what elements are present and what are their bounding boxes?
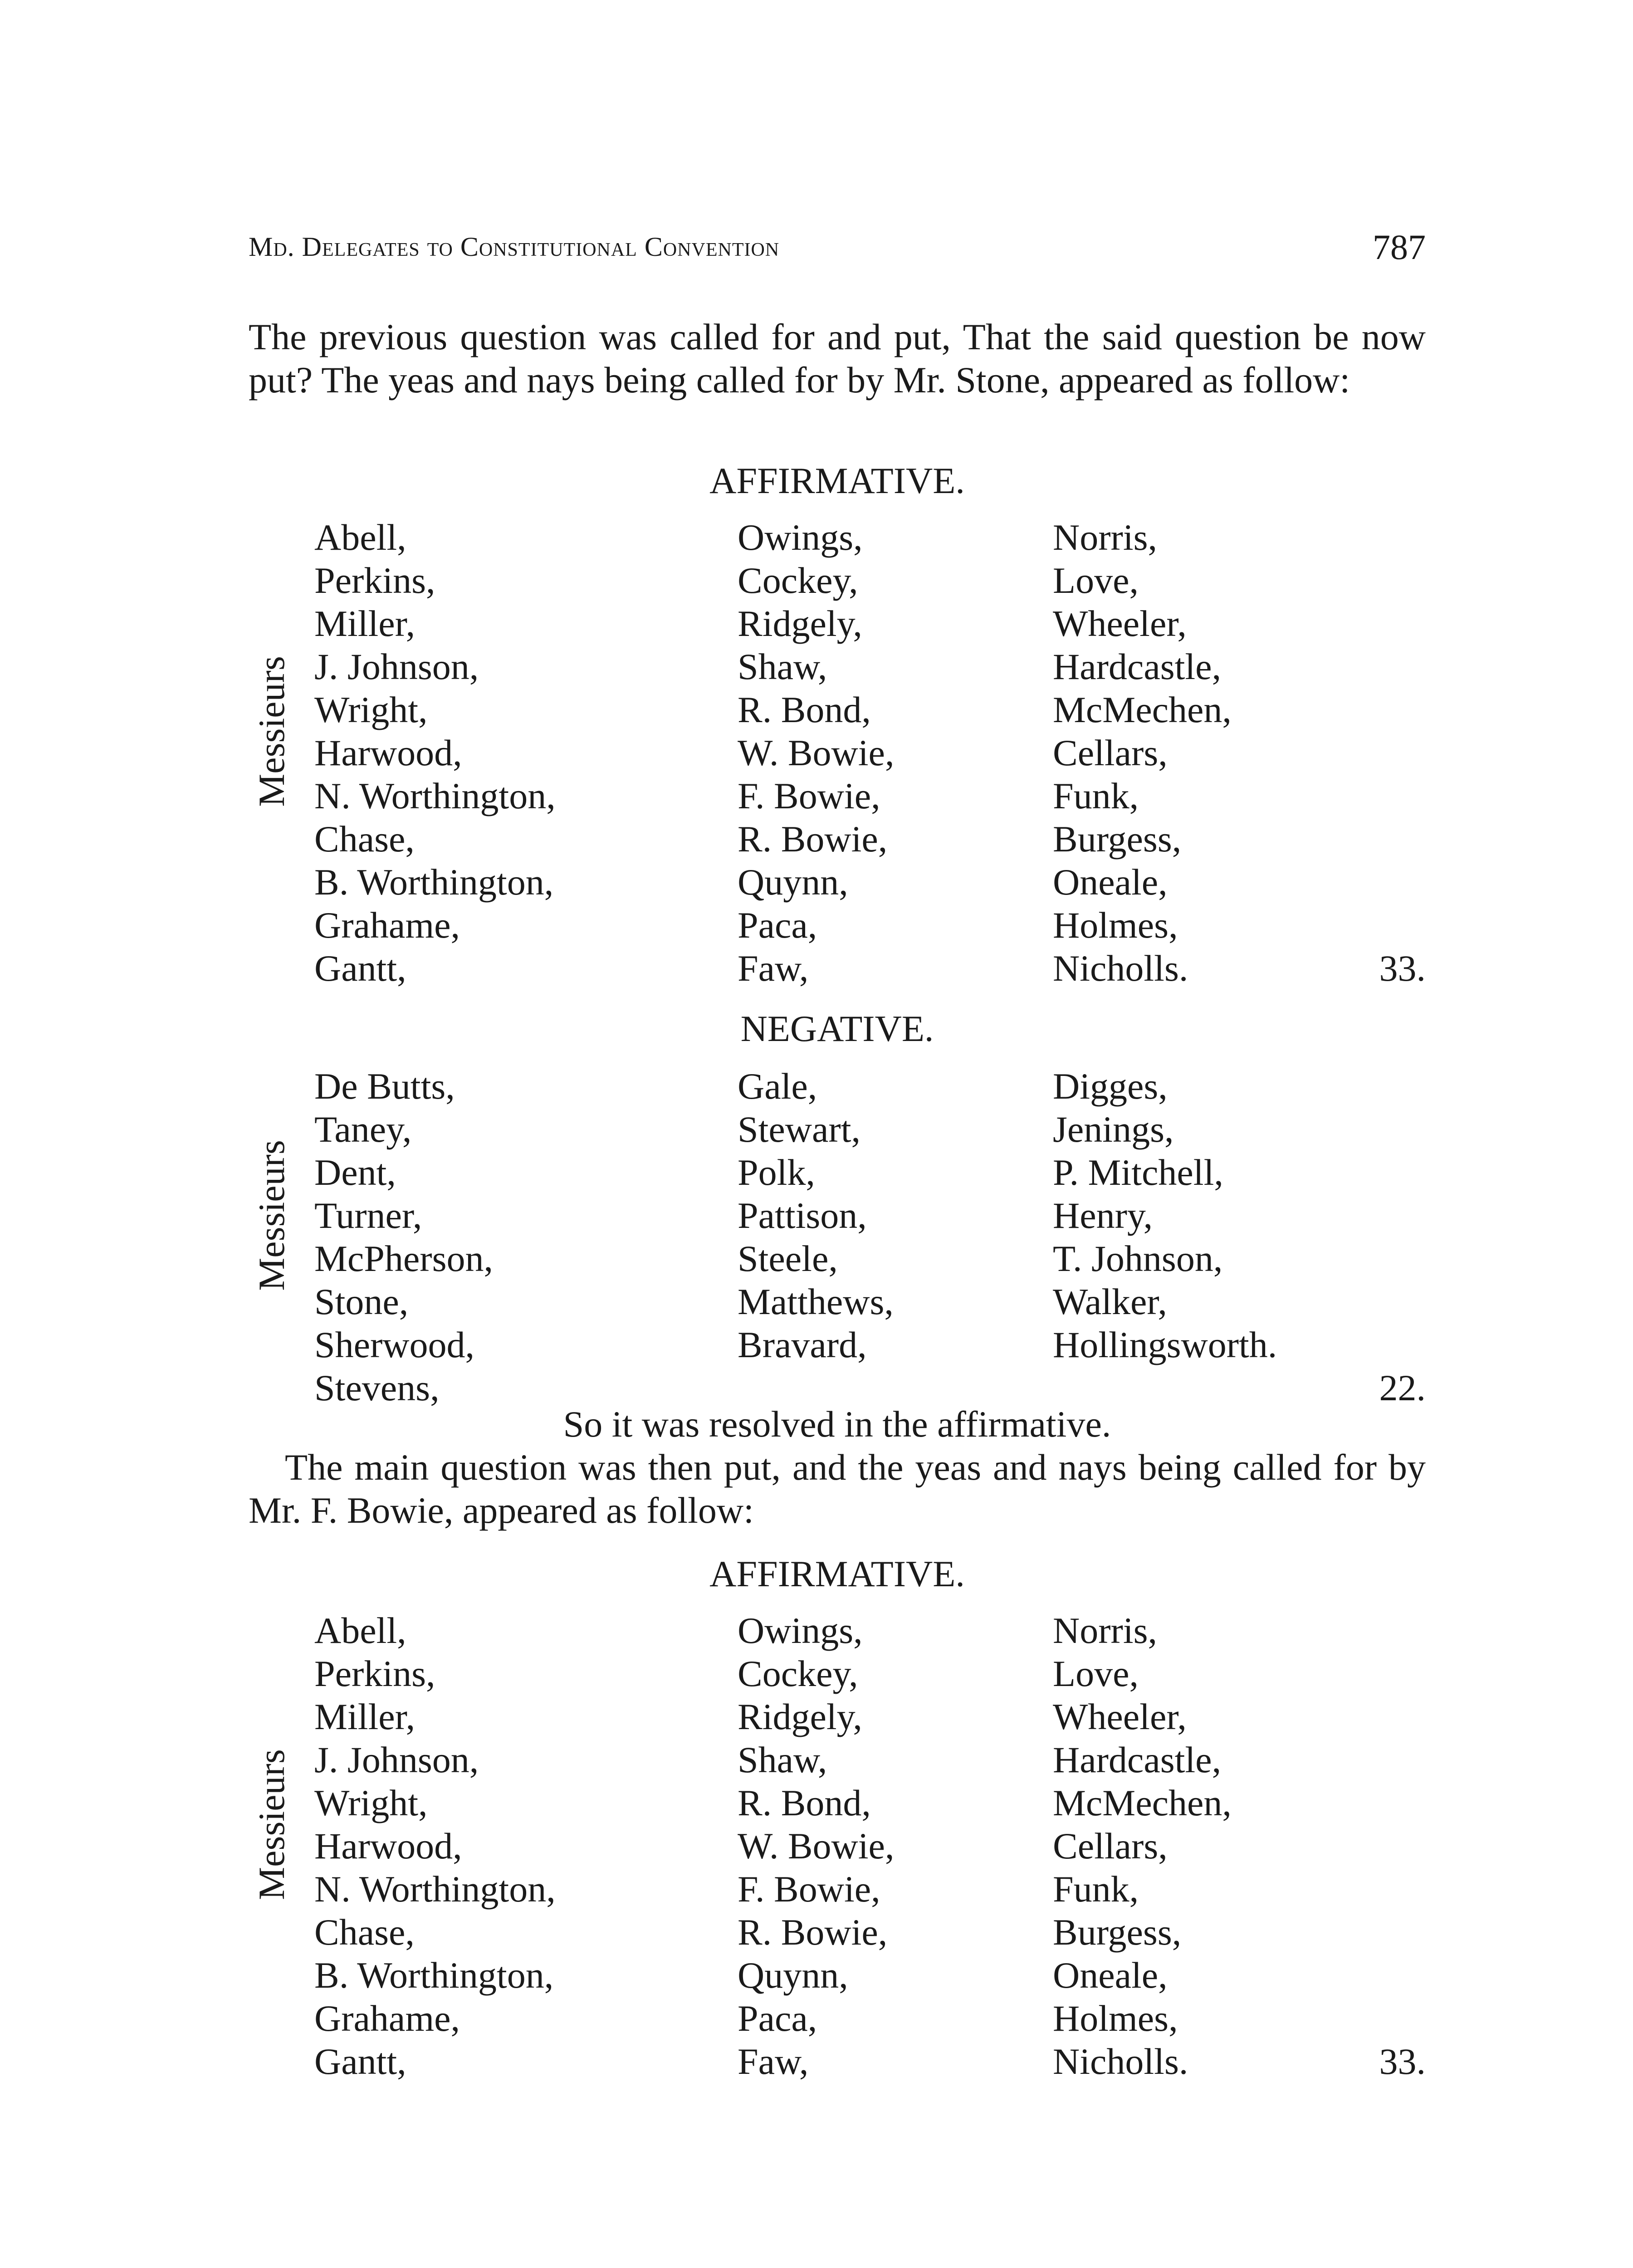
member-name: Gale, [738,1066,817,1107]
vote-1-side-label [246,516,296,947]
member-name: Oneale, [1053,1955,1168,1996]
member-name: Quynn, [738,1955,848,1996]
member-name: Bravard, [738,1324,867,1365]
vote-3-side-label [246,1609,296,2040]
member-name: Cockey, [738,1653,858,1694]
member-name: Hardcastle, [1053,646,1222,687]
member-name: Abell, [314,517,406,558]
member-name: Sherwood, [314,1324,475,1365]
member-name: Gantt, [314,948,406,989]
member-name: Cellars, [1053,1825,1168,1867]
member-name: Shaw, [738,646,827,687]
vote-2-column-2 [738,1065,894,1366]
member-name: Ridgely, [738,603,862,644]
member-name: Chase, [314,818,415,860]
vote-3-column-2 [738,1609,894,2083]
vote-2-list [249,1065,1426,1409]
vote-3-list [249,1609,1426,2083]
member-name: Grahame, [314,1998,460,2039]
resolution-line: So it was resolved in the affirmative. [563,1403,1111,1445]
member-name: Pattison, [738,1195,867,1236]
member-name: Hardcastle, [1053,1739,1222,1780]
vote-3-column-3 [1053,1609,1232,2083]
member-name: P. Mitchell, [1053,1152,1223,1193]
member-name: Oneale, [1053,861,1168,903]
member-name: Polk, [738,1152,815,1193]
member-name: W. Bowie, [738,732,895,773]
member-name: Funk, [1053,775,1139,816]
vote-1-total: 33. [1379,948,1426,989]
member-name: R. Bowie, [738,1911,888,1953]
paragraph-main-question: The main question was then put, and the yeas and nays being called for by Mr. F. Bowie, appeared as follow: [249,1447,1426,1531]
vote-2-heading: NEGATIVE. [740,1008,934,1049]
vote-2-total: 22. [1379,1367,1426,1408]
member-name: T. Johnson, [1053,1238,1223,1279]
member-name: Wright, [314,689,428,730]
member-name: Miller, [314,603,416,644]
member-name: Owings, [738,1610,863,1651]
member-name: Norris, [1053,1610,1158,1651]
vote-1-column-2 [738,516,894,990]
member-name: Dent, [314,1152,396,1193]
member-name: Digges, [1053,1066,1168,1107]
member-name: Taney, [314,1109,412,1150]
member-name: B. Worthington, [314,1955,554,1996]
member-name: F. Bowie, [738,775,880,816]
member-name: Norris, [1053,517,1158,558]
running-title: Md. Delegates to Constitutional Convention [249,232,780,262]
member-name: Burgess, [1053,1911,1182,1953]
vote-1-side-label-text: Messieurs [250,655,292,807]
vote-3-total: 33. [1379,2041,1426,2082]
member-name: Holmes, [1053,1998,1178,2039]
member-name: Perkins, [314,560,435,601]
member-name: N. Worthington, [314,775,556,816]
member-name: Matthews, [738,1281,894,1322]
vote-2-side-label [246,1065,296,1366]
member-name: Walker, [1053,1281,1167,1322]
member-name: Nicholls. [1053,2041,1188,2082]
member-name: Cockey, [738,560,858,601]
member-name: Faw, [738,948,809,989]
member-name: Hollingsworth. [1053,1324,1277,1365]
vote-2-side-label-text: Messieurs [250,1140,292,1291]
member-name: Wright, [314,1782,428,1823]
member-name: Paca, [738,904,817,946]
member-name: Owings, [738,517,863,558]
running-header [249,222,1426,277]
member-name: J. Johnson, [314,1739,479,1780]
member-name: Stewart, [738,1109,861,1150]
member-name: Love, [1053,1653,1139,1694]
member-name: N. Worthington, [314,1868,556,1910]
member-name: McPherson, [314,1238,494,1279]
member-name: McMechen, [1053,1782,1232,1823]
vote-1-column-3 [1053,516,1232,990]
member-name: Gantt, [314,2041,406,2082]
member-name: Harwood, [314,732,462,773]
member-name: Wheeler, [1053,1696,1187,1737]
member-name: Perkins, [314,1653,435,1694]
member-name: Cellars, [1053,732,1168,773]
vote-2-column-3 [1053,1065,1277,1366]
vote-3-column-1 [314,1609,556,2083]
member-name: Love, [1053,560,1139,601]
member-name: Nicholls. [1053,948,1188,989]
vote-1-list [249,516,1426,990]
member-name: F. Bowie, [738,1868,880,1910]
vote-1-heading: AFFIRMATIVE. [709,460,965,501]
member-name: Harwood, [314,1825,462,1867]
member-name: Wheeler, [1053,603,1187,644]
member-name: De Butts, [314,1066,455,1107]
member-name: W. Bowie, [738,1825,895,1867]
member-name: Miller, [314,1696,416,1737]
vote-3-side-label-text: Messieurs [250,1749,292,1900]
member-name: Stone, [314,1281,409,1322]
member-name: Henry, [1053,1195,1153,1236]
member-name: B. Worthington, [314,861,554,903]
member-name: Holmes, [1053,904,1178,946]
member-name: Burgess, [1053,818,1182,860]
member-name: McMechen, [1053,689,1232,730]
member-name: Chase, [314,1911,415,1953]
vote-3-heading: AFFIRMATIVE. [709,1553,965,1594]
member-name: Ridgely, [738,1696,862,1737]
member-name: Turner, [314,1195,422,1236]
member-name: R. Bond, [738,1782,871,1823]
member-name: Grahame, [314,904,460,946]
member-name: Shaw, [738,1739,827,1780]
member-name: R. Bond, [738,689,871,730]
member-name: Jenings, [1053,1109,1174,1150]
member-name: Paca, [738,1998,817,2039]
member-name: Steele, [738,1238,838,1279]
member-name: Abell, [314,1610,406,1651]
member-name: R. Bowie, [738,818,888,860]
member-name: Funk, [1053,1868,1139,1910]
paragraph-previous-question: The previous question was called for and put, That the said question be now put? The yeas and nays being called for by Mr. Stone, appeared as follow: [249,316,1426,401]
member-name: Quynn, [738,861,848,903]
page-number: 787 [1373,227,1426,267]
vote-1-column-1 [314,516,556,990]
member-name: J. Johnson, [314,646,479,687]
member-name: Stevens, [314,1367,440,1408]
member-name: Faw, [738,2041,809,2082]
vote-2-column-1 [314,1065,493,1409]
